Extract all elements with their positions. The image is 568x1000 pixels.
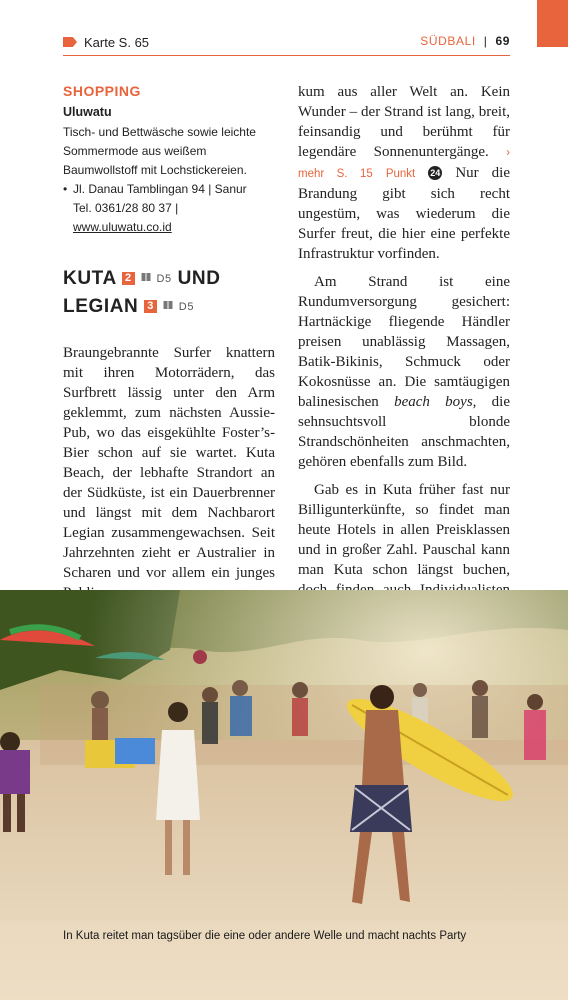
header-rule xyxy=(63,55,510,56)
sight-number-badge: 3 xyxy=(144,300,157,313)
header-separator: | xyxy=(483,34,488,48)
map-book-icon xyxy=(163,300,173,310)
paragraph-text: Am Strand ist eine Rundumversorgung gesichert: Hartnäckige fliegende Händler preisen unablässig Massagen, Batik-Bikinis, Schmuck oder Kokosnüsse an. Die samtäugigen balinesischen xyxy=(298,274,510,410)
shop-contact xyxy=(63,199,275,237)
map-reference[interactable] xyxy=(63,34,149,50)
body-paragraph: Gab es in Kuta früher fast nur Billigunterkünfte, so findet man heute Hotels in allen Preisklassen und in großer Zahl. Pauschal kann man Kuta schon längst buchen, xyxy=(298,482,510,578)
grid-reference[interactable]: D5 xyxy=(156,273,172,285)
photo-caption: In Kuta reitet man tagsüber die eine oder andere Welle und macht nachts Party xyxy=(63,930,467,942)
punkt-label: Punkt xyxy=(385,168,416,180)
bullet: • xyxy=(63,182,68,196)
page-number: 69 xyxy=(495,34,510,48)
shop-description: Tisch- und Bettwäsche sowie leichte Sommermode aus weißem Baumwollstoff mit Lochstickereien. xyxy=(63,125,256,177)
map-book-icon xyxy=(141,272,151,282)
sight-number-badge: 2 xyxy=(122,272,135,285)
shop-address xyxy=(63,180,275,199)
paragraph-text: die sehnsuchtsvoll blonde Strandschönheiten anschmachten, gehören ebenfalls zum Bild. xyxy=(298,394,510,470)
grid-reference[interactable]: D5 xyxy=(178,301,195,313)
title-kuta: KUTA xyxy=(63,268,117,289)
shop-address-text: Jl. Danau Tamblingan 94 | Sanur xyxy=(73,182,247,196)
paragraph-text: Nur die Brandung gibt sich recht ungestüm, was wiederum die Surfer freut, die hier eine perfekte Infrastruktur vorfinden. xyxy=(298,165,511,262)
paragraph-text: kum aus aller Welt an. Kein Wunder – der Strand ist lang, breit, feinsandig und berühmt für legendäre Sonnenuntergänge. xyxy=(298,84,510,160)
shop-website-link[interactable]: www.uluwatu.co.id xyxy=(73,220,172,234)
left-column xyxy=(63,82,275,603)
cross-reference-link[interactable]: › mehr S. 15 xyxy=(298,147,510,180)
shopping-heading: SHOPPING xyxy=(63,83,141,99)
section-title xyxy=(63,265,275,321)
running-header xyxy=(420,34,510,48)
right-column xyxy=(298,82,510,640)
title-legian: LEGIAN xyxy=(63,296,139,317)
body-paragraph xyxy=(298,272,510,472)
shop-name: Uluwatu xyxy=(63,105,112,119)
beach-photo xyxy=(0,590,568,1000)
italic-phrase: beach boys, xyxy=(394,394,477,410)
title-und: UND xyxy=(177,268,221,289)
shop-phone: Tel. 0361/28 80 37 | xyxy=(73,201,179,215)
chapter-tab xyxy=(537,0,568,47)
map-reference-label: Karte S. 65 xyxy=(84,34,150,50)
body-paragraph: Braungebrannte Surfer knattern mit ihren Motorrädern, das Surfbrett lässig unter den Arm geklemmt, zum nächsten Aussie-Pub, wo das eisgekühlte Foster’s-Bier schon auf sie wartet. Kuta Beach, der lebhafte Strandort an der Südküste, ist ein Dauerbrenner und längst mit dem Nachbarort Legian zusammengewachsen. Seit Jahrzehnten zieht er Australier in Scharen und vor allem ein junges xyxy=(63,345,275,581)
body-paragraph xyxy=(298,82,510,264)
section-name: SÜDBALI xyxy=(420,34,476,48)
point-number-icon: 24 xyxy=(430,168,441,178)
arrow-tag-icon xyxy=(63,37,77,47)
